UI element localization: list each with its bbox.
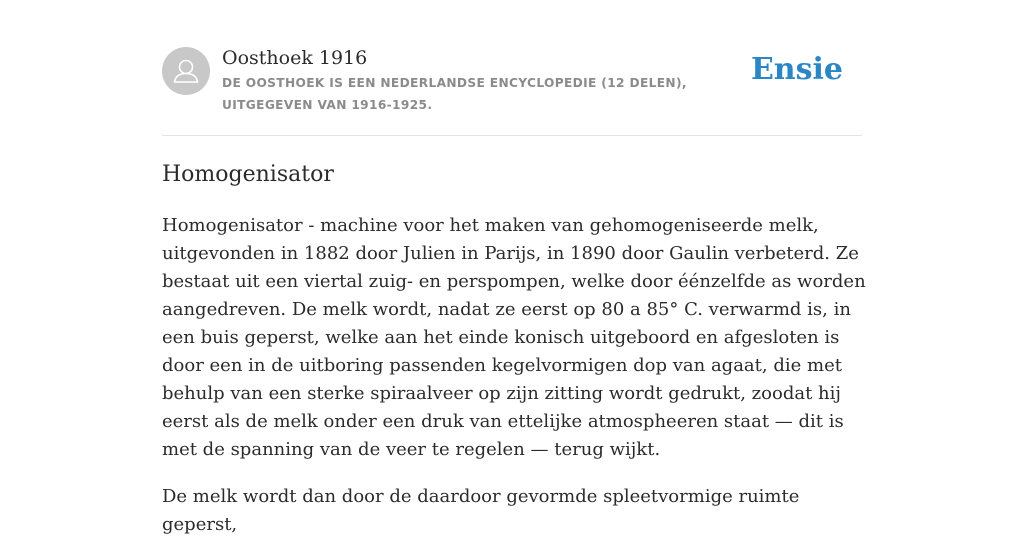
ensie-logo[interactable]: Ensie: [750, 52, 843, 87]
avatar[interactable]: [162, 47, 210, 95]
article-title: Homogenisator: [162, 162, 334, 187]
source-name[interactable]: Oosthoek 1916: [222, 47, 368, 69]
source-header: [162, 46, 862, 136]
header-divider: [162, 135, 862, 136]
person-icon: [162, 47, 210, 95]
source-description: DE OOSTHOEK IS EEN NEDERLANDSE ENCYCLOPEDIE (12 DELEN), UITGEGEVEN VAN 1916-1925.: [222, 76, 687, 112]
paragraph: De melk wordt dan door de daardoor gevormde spleetvormige ruimte geperst,: [162, 486, 800, 535]
paragraph: Homogenisator - machine voor het maken van gehomogeniseerde melk, uitgevonden in 1882 door Julien in Parijs, in 1890 door Gaulin verbeterd. Ze bestaat uit een viertal zuig- en perspompen, welke door éénzelfde as worden aangedreven. De melk wordt, nadat ze eerst op 80 a 85° C. verwarmd is, in een buis geperst, welke aan het einde konisch uitgeboord en afgesloten is door een in de uitboring passenden kegelvormigen dop van agaat, die met behulp van een sterke spiraalveer op zijn zitting wordt gedrukt, zoodat hij eerst als de melk onder een druk van ettelijke atmospheeren staat — dit is met de spanning van de veer te regelen — terug wijkt.: [162, 215, 866, 460]
article-body: [162, 212, 872, 558]
